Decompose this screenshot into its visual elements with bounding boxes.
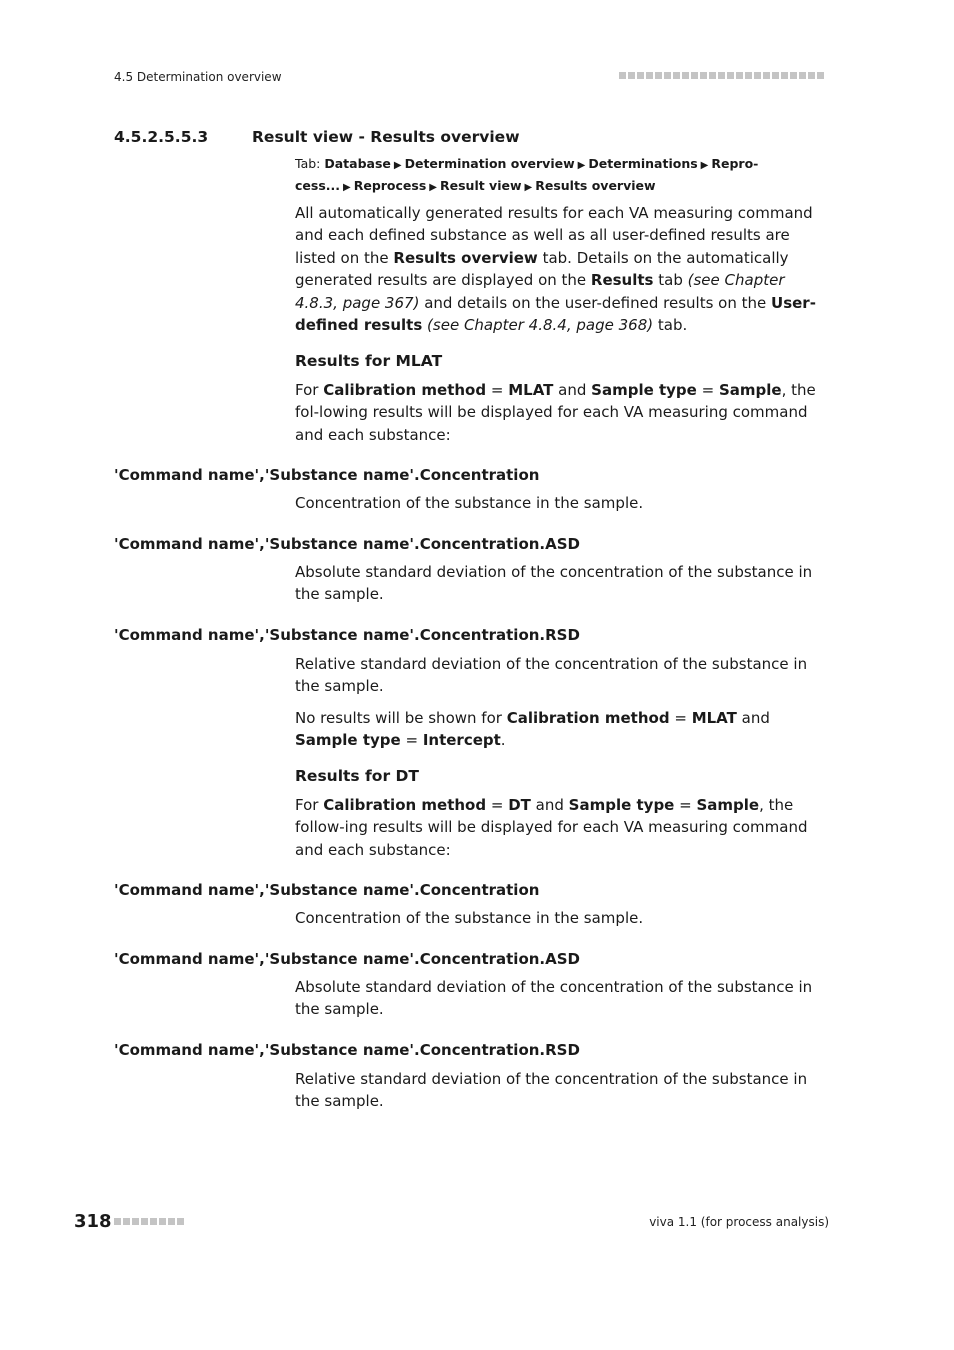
page-number: 318 [74, 1211, 112, 1232]
tab-item-reprocess: Reprocess [353, 178, 427, 193]
header-dot [808, 72, 815, 79]
mlat-desc-concentration: Concentration of the substance in the sample. [295, 494, 644, 512]
header-dot [727, 72, 734, 79]
header-dot [772, 72, 779, 79]
arrow-right-icon: ▶ [393, 160, 402, 171]
dt-heading: Results for DT [295, 767, 419, 785]
arrow-right-icon: ▶ [429, 182, 437, 193]
header-dot [664, 72, 671, 79]
header-dot [763, 72, 770, 79]
tab-item-database: Database [324, 156, 391, 171]
intro-paragraph: All automatically generated results for each VA measuring command and each defined substance as well as all user-defined results are listed on the Results overview tab. Details on the automatically generated results are displayed on the Results tab (see Chapter 4.8.3, page 367) and details on the user-defined results on the User-defined results (see Chapter 4.8.4, page 368) tab. [295, 204, 816, 335]
header-dot [745, 72, 752, 79]
header-dot [619, 72, 626, 79]
header-dot [691, 72, 698, 79]
mlat-term-rsd: 'Command name','Substance name'.Concentration.RSD [114, 626, 580, 644]
tab-breadcrumb [295, 154, 765, 198]
dt-desc-concentration: Concentration of the substance in the sample. [295, 909, 644, 927]
header-dot [709, 72, 716, 79]
mlat-desc-rsd: Relative standard deviation of the concentration of the substance in the sample. [295, 655, 808, 696]
tab-item-results-overview: Results overview [535, 178, 656, 193]
dt-desc-asd: Absolute standard deviation of the concentration of the substance in the sample. [295, 978, 813, 1019]
tab-item-reprocess-part2: cess... [295, 178, 341, 193]
footer-dot-strip [114, 1218, 184, 1225]
header-dot [682, 72, 689, 79]
tab-item-determination-overview: Determination overview [404, 156, 575, 171]
mlat-intro: For Calibration method = MLAT and Sample type = Sample, the fol-lowing results will be displayed for each VA measuring command and each substance: [295, 381, 816, 444]
dt-term-concentration: 'Command name','Substance name'.Concentration [114, 881, 540, 899]
header-dot [718, 72, 725, 79]
tab-item-reprocess-part1: Repro- [711, 156, 759, 171]
mlat-intercept-note: No results will be shown for Calibration method = MLAT and Sample type = Intercept. [295, 709, 770, 750]
tab-prefix: Tab: [295, 156, 321, 171]
mlat-term-concentration: 'Command name','Substance name'.Concentration [114, 466, 540, 484]
arrow-right-icon: ▶ [700, 160, 709, 171]
tab-item-result-view: Result view [440, 178, 522, 193]
header-dot [754, 72, 761, 79]
header-dot [736, 72, 743, 79]
section-title: Result view - Results overview [252, 128, 520, 146]
mlat-term-asd: 'Command name','Substance name'.Concentration.ASD [114, 535, 580, 553]
header-dot [700, 72, 707, 79]
running-header: 4.5 Determination overview [114, 70, 282, 84]
header-dot [637, 72, 644, 79]
header-dot [790, 72, 797, 79]
section-number: 4.5.2.5.5.3 [114, 128, 209, 146]
header-dot [673, 72, 680, 79]
arrow-right-icon: ▶ [343, 182, 351, 193]
dt-intro: For Calibration method = DT and Sample type = Sample, the follow-ing results will be displayed for each VA measuring command and each substance: [295, 796, 808, 859]
header-dot [655, 72, 662, 79]
header-dot [781, 72, 788, 79]
arrow-right-icon: ▶ [524, 182, 533, 193]
mlat-desc-asd: Absolute standard deviation of the concentration of the substance in the sample. [295, 563, 813, 604]
tab-item-determinations: Determinations [588, 156, 698, 171]
header-dot [646, 72, 653, 79]
arrow-right-icon: ▶ [577, 160, 586, 171]
header-dot [628, 72, 635, 79]
dt-term-rsd: 'Command name','Substance name'.Concentration.RSD [114, 1041, 580, 1059]
mlat-heading: Results for MLAT [295, 352, 443, 370]
product-name: viva 1.1 (for process analysis) [649, 1215, 829, 1229]
header-dot [799, 72, 806, 79]
dt-desc-rsd: Relative standard deviation of the concentration of the substance in the sample. [295, 1070, 808, 1111]
header-dot [817, 72, 824, 79]
header-dot-strip [619, 72, 829, 79]
dt-term-asd: 'Command name','Substance name'.Concentration.ASD [114, 950, 580, 968]
